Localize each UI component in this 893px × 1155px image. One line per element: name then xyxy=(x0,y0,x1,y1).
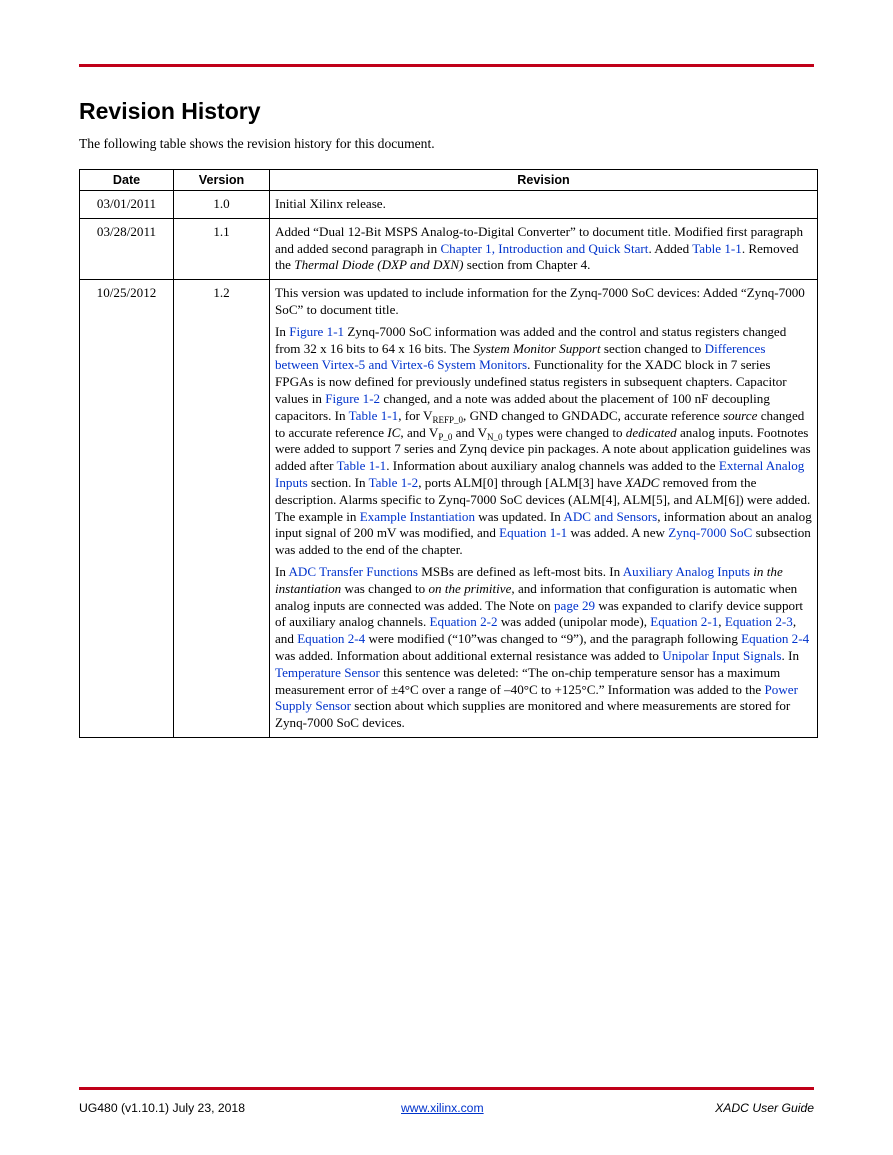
page-title: Revision History xyxy=(79,98,261,124)
cross-reference-link[interactable]: Table 1-2 xyxy=(368,474,419,490)
cross-reference-link[interactable]: Zynq-7000 SoC xyxy=(668,525,753,541)
header-revision: Revision xyxy=(270,170,818,191)
italic-text: System Monitor Support xyxy=(473,340,601,356)
revision-paragraph xyxy=(275,285,812,319)
cross-reference-link[interactable]: ADC Transfer Functions xyxy=(288,563,418,579)
text-run: this sentence was deleted: “The on-chip temperature sensor has a maximum measurement error of ±4°C over a range of –40°C to +125°C.” Information was added to the xyxy=(275,664,781,697)
footer-rule xyxy=(79,1087,814,1090)
row-version: 1.2 xyxy=(174,280,270,738)
text-run: MSBs are defined as left-most bits. In xyxy=(417,563,623,579)
italic-text: in the instantiation xyxy=(275,563,783,596)
italic-text: source xyxy=(722,407,758,423)
text-run: This version was updated to include information for the Zynq-7000 SoC devices: Added “Zynq-7000 SoC” to document title. xyxy=(275,285,805,317)
text-run: , for V xyxy=(398,407,433,423)
subscript-text: N_0 xyxy=(487,431,503,442)
table-row xyxy=(80,218,818,279)
cross-reference-link[interactable]: Equation 2-4 xyxy=(297,631,366,647)
cross-reference-link[interactable]: External Analog Inputs xyxy=(275,458,805,490)
cross-reference-link[interactable]: Auxiliary Analog Inputs xyxy=(622,563,751,579)
row-date: 03/01/2011 xyxy=(80,191,174,219)
revision-paragraph xyxy=(275,564,812,732)
table-row xyxy=(80,191,818,219)
text-run: , and xyxy=(275,614,797,647)
text-run: was expanded to clarify device support of auxiliary analog channels. xyxy=(275,597,804,630)
row-date: 10/25/2012 xyxy=(80,280,174,738)
text-run: types were changed to xyxy=(502,424,626,440)
row-version: 1.0 xyxy=(174,191,270,219)
italic-text: dedicated xyxy=(625,424,677,440)
revision-history-table xyxy=(79,169,818,738)
text-run: Zynq-7000 SoC information was added and the control and status registers changed from 32 x 16 bits to 64 x 16 bits. The xyxy=(275,323,787,356)
text-run: , information about an analog input signal of 200 mV was modified, and xyxy=(275,508,812,541)
text-run: section changed to xyxy=(600,340,705,356)
text-run: . Functionality for the XADC block in 7 series FPGAs is now defined for previously undefined status registers in subsequent chapters. Capacitor values in xyxy=(275,357,787,406)
row-date: 03/28/2011 xyxy=(80,218,174,279)
cross-reference-link[interactable]: Table 1-1 xyxy=(336,458,387,474)
cross-reference-link[interactable]: Equation 2-1 xyxy=(650,614,719,630)
text-run: were modified (“10”was changed to “9”), and the paragraph following xyxy=(365,631,742,647)
cross-reference-link[interactable]: Chapter 1, Introduction and Quick Start xyxy=(440,240,649,256)
cross-reference-link[interactable]: Unipolar Input Signals xyxy=(662,647,782,663)
subscript-text: REFP_0 xyxy=(432,414,464,425)
text-run: was changed to xyxy=(341,580,429,596)
text-run: In xyxy=(275,323,290,339)
cross-reference-link[interactable]: Equation 2-3 xyxy=(724,614,793,630)
text-run: , ports ALM[0] through [ALM[3] have xyxy=(418,474,626,490)
italic-text: IC xyxy=(387,424,401,440)
table-header-row xyxy=(80,170,818,191)
cross-reference-link[interactable]: Example Instantiation xyxy=(359,508,475,524)
text-run: , xyxy=(718,614,725,630)
cross-reference-link[interactable]: Temperature Sensor xyxy=(275,664,380,680)
text-run: . Removed the xyxy=(275,240,799,273)
text-run: . In xyxy=(781,647,799,663)
text-run: , GND changed to GNDADC, accurate reference xyxy=(463,407,723,423)
text-run: , and information that configuration is automatic when analog inputs are connected was added. The Note on xyxy=(275,580,798,613)
header-version: Version xyxy=(174,170,270,191)
text-run: and V xyxy=(452,424,488,440)
text-run: Added “Dual 12-Bit MSPS Analog-to-Digital Converter” to document title. Modified first paragraph and added second paragraph in xyxy=(275,223,804,256)
text-run: section from Chapter 4. xyxy=(463,257,591,273)
text-run: was added. Information about additional external resistance was added to xyxy=(275,647,663,663)
revision-paragraph xyxy=(275,224,812,274)
cross-reference-link[interactable]: Equation 1-1 xyxy=(499,525,568,541)
italic-text: XADC xyxy=(625,474,660,490)
cross-reference-link[interactable]: Differences between Virtex-5 and Virtex-6 System Monitors xyxy=(275,340,766,373)
text-run: was updated. In xyxy=(475,508,564,524)
text-run: changed, and a note was added about the placement of 100 nF decoupling capacitors. In xyxy=(275,390,770,423)
cross-reference-link[interactable]: Table 1-1 xyxy=(692,240,742,256)
cross-reference-link[interactable]: ADC and Sensors xyxy=(563,508,658,524)
cross-reference-link[interactable]: Equation 2-2 xyxy=(429,614,498,630)
text-run: removed from the description. Alarms specific to Zynq-7000 SoC devices (ALM[4], ALM[5], and ALM[6]) were added. The example in xyxy=(275,474,811,524)
cross-reference-link[interactable]: Figure 1-1 xyxy=(289,323,345,339)
row-revision xyxy=(270,280,818,738)
text-run: , and V xyxy=(400,424,439,440)
intro-paragraph: The following table shows the revision history for this document. xyxy=(79,136,435,151)
revision-paragraph xyxy=(275,324,812,559)
row-revision xyxy=(270,191,818,219)
italic-text: on the primitive xyxy=(428,580,512,596)
cross-reference-link[interactable]: Table 1-1 xyxy=(348,407,399,423)
text-run: section about which supplies are monitored and where measurements are stored for Zynq-7000 SoC devices. xyxy=(275,698,791,731)
text-run: analog inputs. Footnotes were added to support 7 series and Zynq device pin packages. A note about application guidelines was added after xyxy=(275,424,811,474)
header-date: Date xyxy=(80,170,174,191)
text-run: section. In xyxy=(307,474,369,490)
italic-text: Thermal Diode (DXP and DXN) xyxy=(294,257,464,273)
cross-reference-link[interactable]: Figure 1-2 xyxy=(325,390,381,406)
subscript-text: P_0 xyxy=(438,431,453,442)
footer-website-link[interactable]: www.xilinx.com xyxy=(401,1101,484,1115)
cross-reference-link[interactable]: Equation 2-4 xyxy=(741,631,810,647)
row-version: 1.1 xyxy=(174,218,270,279)
text-run: In xyxy=(275,563,289,579)
row-revision xyxy=(270,218,818,279)
footer-doc-id: UG480 (v1.10.1) July 23, 2018 xyxy=(79,1101,245,1115)
text-run: was added (unipolar mode), xyxy=(497,614,651,630)
header-rule xyxy=(79,64,814,67)
revision-paragraph xyxy=(275,196,812,213)
text-run: subsection was added to the end of the chapter. xyxy=(275,525,811,558)
text-run: changed to accurate reference xyxy=(275,407,805,440)
text-run: . Added xyxy=(648,240,693,256)
table-row xyxy=(80,280,818,738)
footer-guide-title: XADC User Guide xyxy=(715,1101,814,1115)
cross-reference-link[interactable]: page 29 xyxy=(554,597,596,613)
cross-reference-link[interactable]: Power Supply Sensor xyxy=(275,681,798,714)
text-run: was added. A new xyxy=(567,525,669,541)
text-run: . Information about auxiliary analog channels was added to the xyxy=(386,458,719,474)
text-run: Initial Xilinx release. xyxy=(275,196,386,211)
